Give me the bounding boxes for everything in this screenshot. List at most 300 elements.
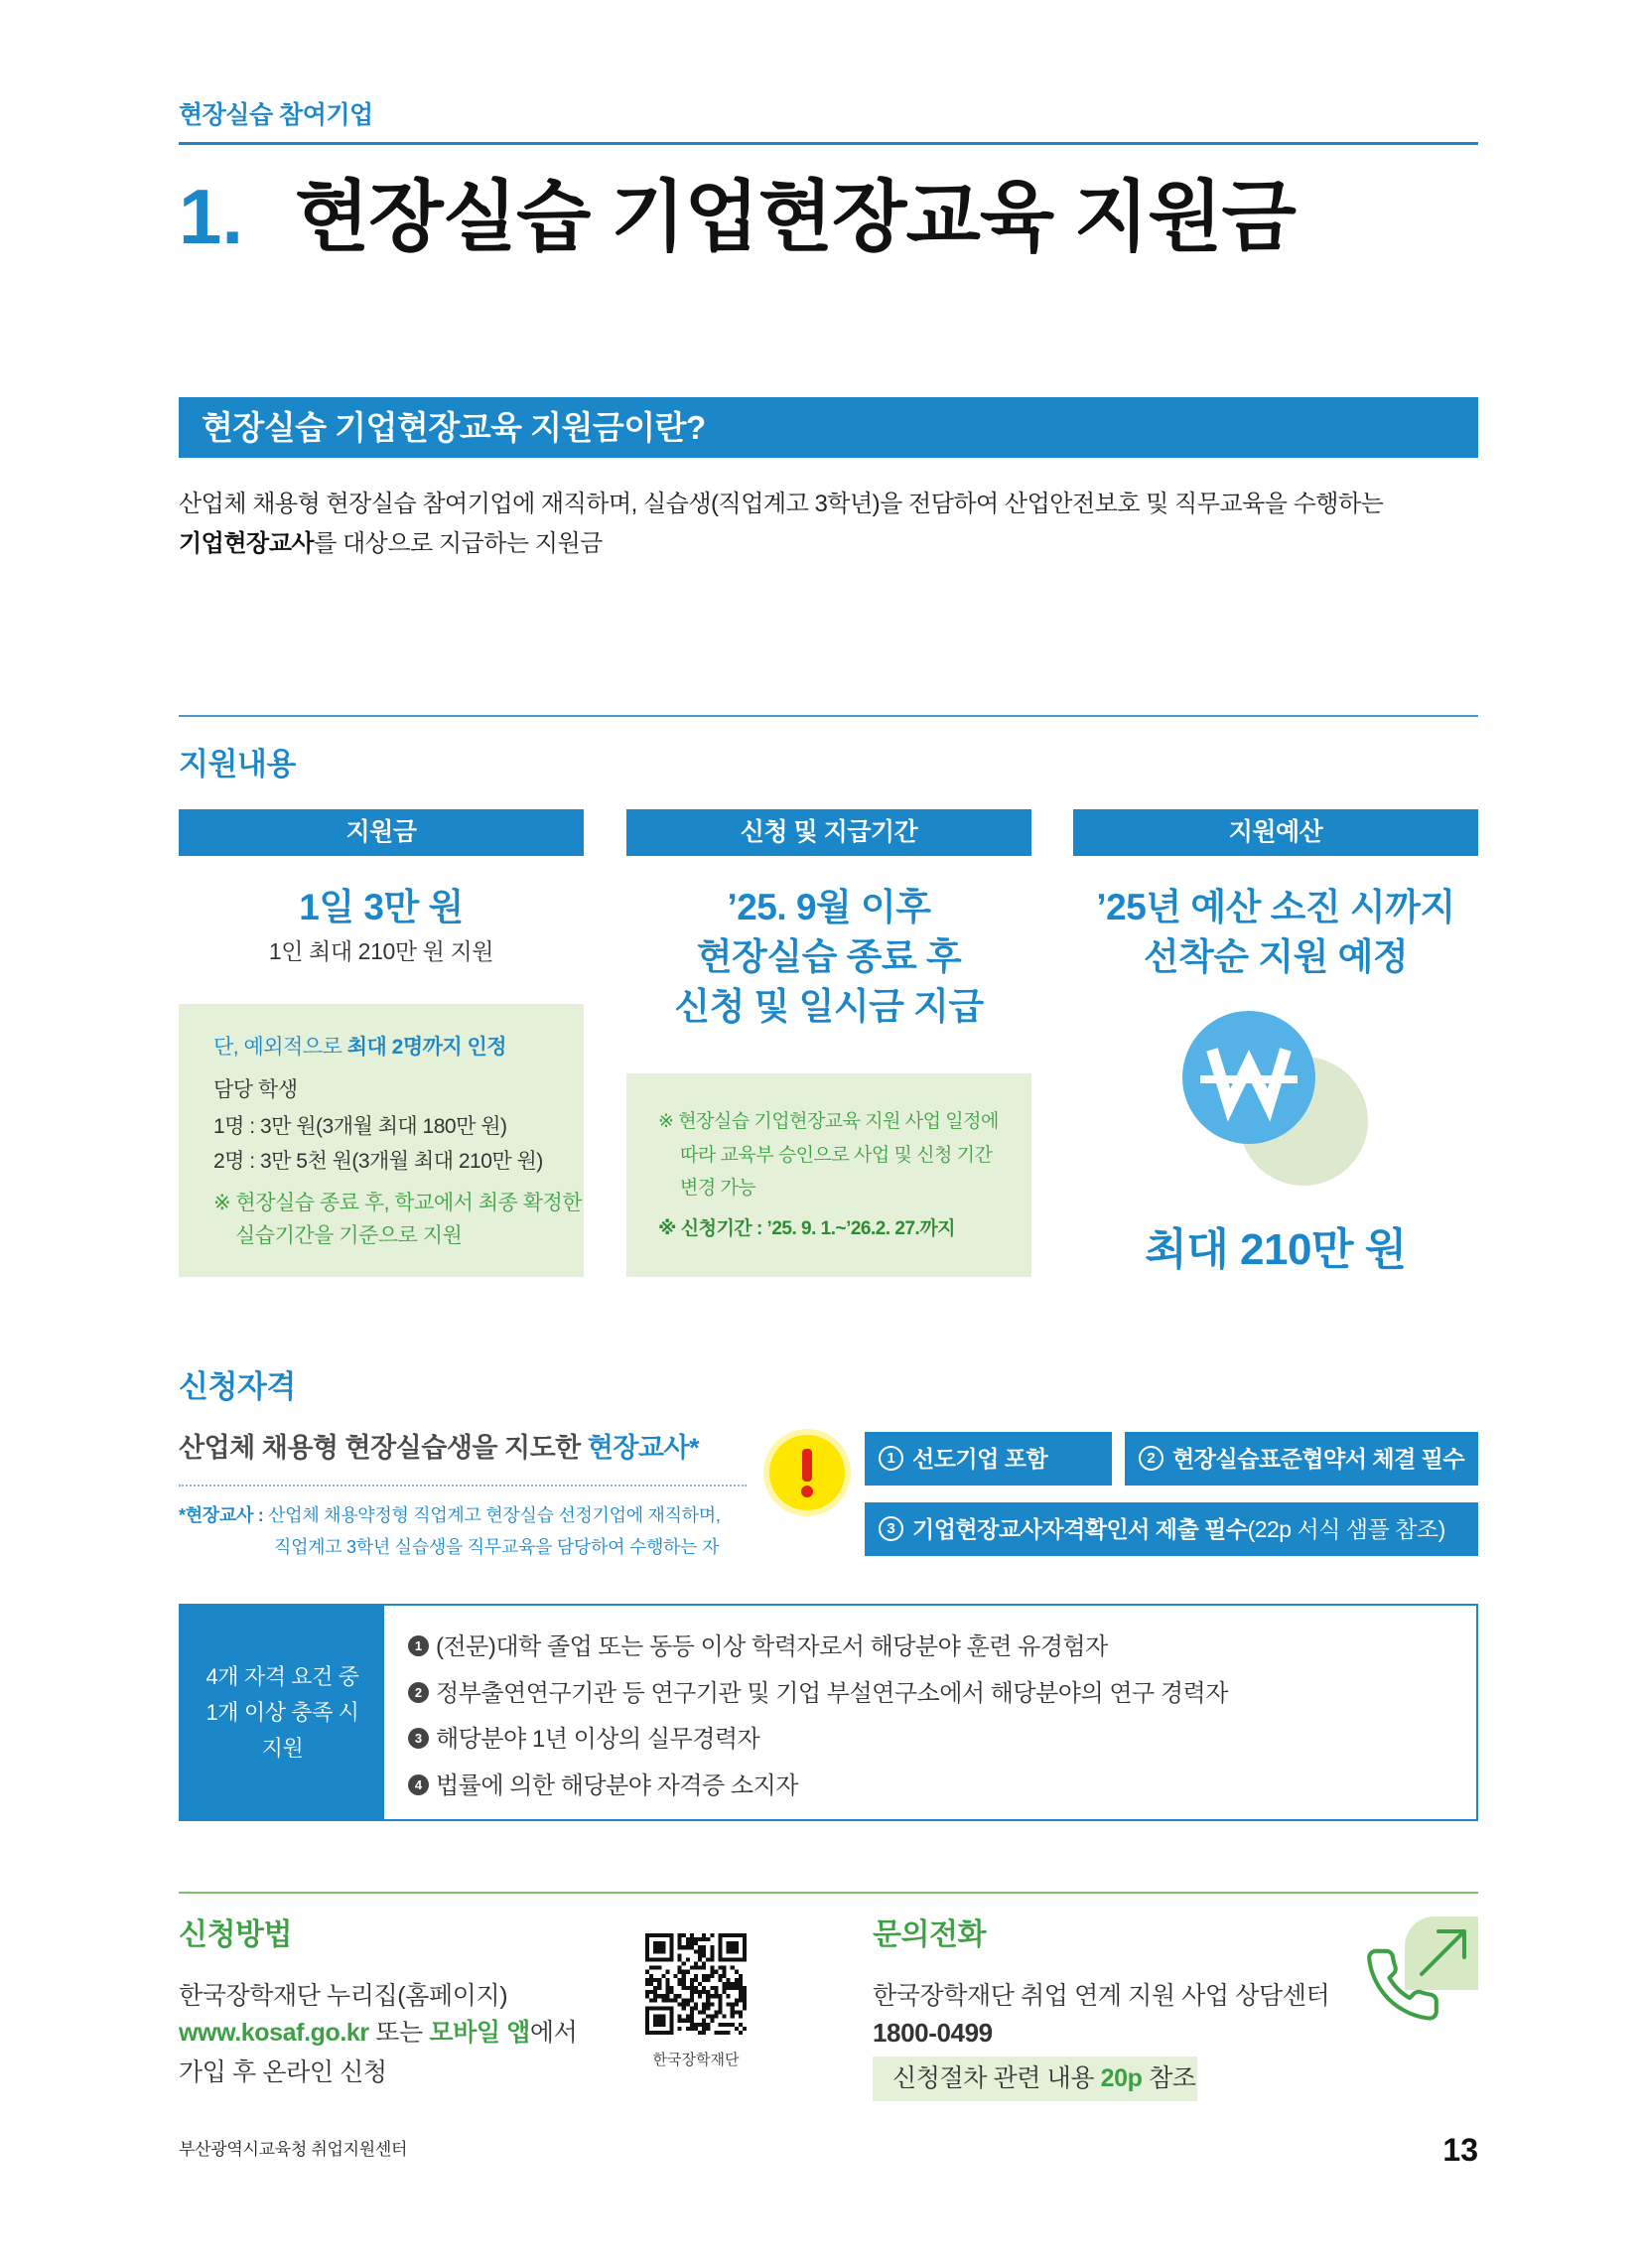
qr-module	[678, 1941, 682, 1945]
qr-module	[665, 1982, 669, 1986]
teacher-note-line-1	[179, 1501, 721, 1529]
qr-module	[657, 2015, 661, 2019]
qr-module	[743, 1990, 747, 1994]
qr-module	[645, 2011, 649, 2015]
exception-bold: 최대 2명까지 인정	[346, 1036, 507, 1059]
apply-url: www.kosaf.go.kr	[179, 2019, 369, 2047]
qr-module	[727, 1957, 731, 1961]
qr-module	[669, 1998, 673, 2002]
qr-module	[731, 1949, 735, 1953]
eligibility-lead-text: 산업체 채용형 현장실습생을 지도한	[179, 1433, 588, 1463]
qr-module	[657, 2006, 661, 2010]
qr-module	[727, 1978, 731, 1982]
amount-note-line-1: ※ 현장실습 종료 후, 학교에서 최종 확정한	[213, 1192, 583, 1214]
qr-module	[686, 1945, 690, 1949]
qr-module	[718, 2002, 722, 2006]
qr-module	[706, 1978, 710, 1982]
qr-module	[702, 1937, 706, 1941]
qr-module	[661, 2023, 665, 2027]
intro-line-2	[179, 524, 1478, 564]
qr-module	[678, 1957, 682, 1961]
qr-module	[682, 1970, 686, 1974]
qr-module	[727, 2002, 731, 2006]
requirement-box-2	[1125, 1432, 1478, 1486]
qr-module	[653, 1945, 657, 1949]
qr-module	[665, 1986, 669, 1990]
period-value-line: 현장실습 종료 후	[696, 936, 962, 977]
qr-module	[718, 1974, 722, 1978]
qr-module	[723, 1974, 727, 1978]
warning-icon-dot	[801, 1486, 813, 1497]
qr-module	[735, 2011, 739, 2015]
requirement-number: 2	[1139, 1446, 1163, 1471]
qr-module	[735, 1998, 739, 2002]
criteria-label-line: 지원	[261, 1736, 304, 1761]
qr-module	[661, 1949, 665, 1953]
qr-module	[645, 1990, 649, 1994]
qr-module	[710, 1933, 714, 1937]
qr-module	[682, 1933, 686, 1937]
qr-module	[694, 1990, 698, 1994]
qr-module	[690, 1982, 694, 1986]
qr-module	[698, 1937, 702, 1941]
qr-module	[723, 1957, 727, 1961]
qr-module	[678, 1994, 682, 1998]
qr-module	[657, 1982, 661, 1986]
qr-module	[649, 2006, 653, 2010]
qr-module	[682, 1974, 686, 1978]
qr-module	[727, 1933, 731, 1937]
criteria-text: 해당분야 1년 이상의 실무경력자	[436, 1726, 760, 1753]
qr-module	[669, 2015, 673, 2019]
support-column-amount	[179, 809, 584, 1277]
qr-module	[727, 1986, 731, 1990]
qr-module	[649, 1957, 653, 1961]
requirement-suffix: (22p 서식 샘플 참조)	[1247, 1516, 1445, 1542]
case-one: 1명 : 3만 원(3개월 최대 180만 원)	[213, 1115, 507, 1138]
qr-module	[649, 1990, 653, 1994]
qr-module	[657, 1986, 661, 1990]
qr-module	[727, 2031, 731, 2035]
column-header-period: 신청 및 지급기간	[626, 809, 1031, 856]
qr-module	[718, 1933, 722, 1937]
qr-module	[645, 1978, 649, 1982]
criteria-text: (전문)대학 졸업 또는 동등 이상 학력자로서 해당분야 훈련 유경험자	[436, 1633, 1108, 1660]
qr-module	[718, 1998, 722, 2002]
qr-module	[702, 2023, 706, 2027]
qr-module	[702, 1990, 706, 1994]
qr-module	[727, 2023, 731, 2027]
qr-module	[702, 1953, 706, 1957]
qr-module	[714, 1990, 718, 1994]
qr-module	[686, 1998, 690, 2002]
qr-module	[694, 2006, 698, 2010]
qr-module	[674, 1998, 678, 2002]
qr-module	[702, 1949, 706, 1953]
contact-center: 한국장학재단 취업 연계 지원 사업 상담센터	[873, 1982, 1330, 2010]
qr-module	[653, 1990, 657, 1994]
qr-module	[653, 1957, 657, 1961]
qr-module	[669, 1990, 673, 1994]
qr-module	[743, 1953, 747, 1957]
requirement-box-1	[865, 1432, 1112, 1486]
qr-module	[657, 1994, 661, 1998]
amount-note-line-2: 실습기간을 기준으로 지원	[235, 1224, 463, 1247]
qr-module	[653, 2019, 657, 2023]
qr-module	[694, 1986, 698, 1990]
qr-module	[718, 1937, 722, 1941]
qr-module	[682, 1986, 686, 1990]
criteria-number: 1	[408, 1635, 429, 1656]
qr-module	[710, 2019, 714, 2023]
requirement-box-3	[865, 1502, 1478, 1556]
qr-module	[665, 1978, 669, 1982]
students-label: 담당 학생	[213, 1078, 298, 1101]
criteria-number: 2	[408, 1682, 429, 1703]
qr-module	[645, 1970, 649, 1974]
qr-module	[714, 1994, 718, 1998]
qr-module	[665, 1998, 669, 2002]
qr-module	[718, 2031, 722, 2035]
qr-module	[710, 2015, 714, 2019]
qr-module	[653, 1986, 657, 1990]
qr-module	[682, 1998, 686, 2002]
qr-module	[690, 2011, 694, 2015]
period-value-line: 신청 및 일시금 지급	[674, 986, 984, 1027]
qr-module	[645, 1982, 649, 1986]
qr-module	[710, 1966, 714, 1970]
teacher-note-label: *현장교사 :	[179, 1505, 269, 1525]
qr-module	[718, 1941, 722, 1945]
qr-module	[678, 1970, 682, 1974]
budget-value-line: 선착순 지원 예정	[1143, 936, 1409, 977]
qr-module	[743, 1941, 747, 1945]
qr-module	[727, 1941, 731, 1945]
qr-module	[739, 2011, 743, 2015]
header-rule	[179, 142, 1478, 145]
qr-module	[706, 1998, 710, 2002]
requirement-label: 선도기업 포함	[912, 1446, 1048, 1472]
qr-module	[690, 1978, 694, 1982]
qr-module	[645, 1941, 649, 1945]
qr-module	[669, 1949, 673, 1953]
qr-module	[678, 1966, 682, 1970]
qr-module	[731, 2023, 735, 2027]
qr-module	[743, 1957, 747, 1961]
qr-module	[645, 1957, 649, 1961]
support-column-period	[626, 809, 1031, 1277]
criteria-text: 정부출연연구기관 등 연구기관 및 기업 부설연구소에서 해당분야의 연구 경력자	[436, 1680, 1228, 1707]
qr-module	[739, 1933, 743, 1937]
contact-phone: 1800-0499	[873, 2018, 993, 2048]
case-two: 2명 : 3만 5천 원(3개월 최대 210만 원)	[213, 1150, 543, 1173]
qr-module	[743, 2002, 747, 2006]
qr-module	[686, 2027, 690, 2031]
intro-paragraph	[179, 485, 1478, 564]
section-divider	[179, 715, 1478, 717]
qr-module	[735, 1941, 739, 1945]
qr-module	[698, 1953, 702, 1957]
qr-module	[702, 2019, 706, 2023]
qr-module	[743, 1945, 747, 1949]
qr-module	[653, 1994, 657, 1998]
qr-module	[686, 2002, 690, 2006]
qr-module	[710, 1957, 714, 1961]
qr-module	[682, 1978, 686, 1982]
qr-module	[743, 1986, 747, 1990]
qr-module	[723, 2031, 727, 2035]
reference-box	[873, 2056, 1197, 2101]
qr-module	[661, 2006, 665, 2010]
qr-module	[653, 1978, 657, 1982]
qr-module	[674, 1994, 678, 1998]
qr-module	[735, 1978, 739, 1982]
qr-module	[653, 2015, 657, 2019]
qr-module	[718, 1957, 722, 1961]
qr-module	[710, 2002, 714, 2006]
qr-module	[649, 1933, 653, 1937]
reference-page: 20p	[1100, 2064, 1143, 2092]
qr-module	[694, 2023, 698, 2027]
qr-module	[702, 2031, 706, 2035]
qr-module	[698, 1982, 702, 1986]
qr-module	[645, 2027, 649, 2031]
amount-value-text: 1일 3만 원	[299, 887, 464, 927]
qr-module	[698, 1957, 702, 1961]
qr-module	[731, 2006, 735, 2010]
qr-module	[678, 2019, 682, 2023]
qr-module	[727, 1982, 731, 1986]
qr-module	[702, 2006, 706, 2010]
requirement-label: 기업현장교사자격확인서 제출 필수	[912, 1516, 1248, 1542]
criteria-number: 3	[408, 1728, 429, 1749]
qr-module	[731, 1966, 735, 1970]
page-number: 13	[1442, 2132, 1478, 2168]
qr-module	[702, 1978, 706, 1982]
qr-module	[669, 2027, 673, 2031]
qr-module	[690, 1941, 694, 1945]
qr-module	[723, 1933, 727, 1937]
qr-code	[645, 1933, 747, 2035]
qr-module	[698, 1994, 702, 1998]
qr-module	[645, 2023, 649, 2027]
qr-module	[698, 1949, 702, 1953]
period-value	[626, 883, 1031, 1032]
column-header-amount: 지원금	[179, 809, 584, 856]
budget-value	[1073, 883, 1478, 982]
qr-module	[694, 1974, 698, 1978]
qr-module	[743, 1998, 747, 2002]
column-header-budget: 지원예산	[1073, 809, 1478, 856]
qr-module	[706, 2002, 710, 2006]
qr-module	[710, 1953, 714, 1957]
qr-module	[702, 2027, 706, 2031]
amount-detail-box	[179, 1004, 584, 1277]
qr-module	[694, 1978, 698, 1982]
qr-module	[710, 1970, 714, 1974]
qr-module	[723, 1970, 727, 1974]
qr-module	[743, 1937, 747, 1941]
support-heading: 지원내용	[179, 747, 296, 781]
qr-module	[731, 2002, 735, 2006]
qr-module	[731, 1933, 735, 1937]
qr-module	[718, 1978, 722, 1982]
qr-module	[665, 1957, 669, 1961]
qr-module	[678, 2027, 682, 2031]
qr-module	[702, 2002, 706, 2006]
qr-module	[690, 1933, 694, 1937]
apply-app: 모바일 앱	[429, 2019, 530, 2047]
qr-module	[669, 1937, 673, 1941]
qr-module	[678, 1982, 682, 1986]
qr-module	[698, 1945, 702, 1949]
qr-module	[653, 1998, 657, 2002]
qr-module	[686, 1970, 690, 1974]
qr-module	[649, 1974, 653, 1978]
qr-module	[661, 2015, 665, 2019]
qr-module	[743, 2027, 747, 2031]
qr-module	[710, 1986, 714, 1990]
footer-organization: 부산광역시교육청 취업지원센터	[179, 2140, 408, 2159]
qr-module	[653, 2031, 657, 2035]
qr-module	[743, 1949, 747, 1953]
period-note-line: ※ 현장실습 기업현장교육 지원 사업 일정에	[658, 1111, 999, 1132]
qr-module	[706, 1937, 710, 1941]
qr-module	[661, 1945, 665, 1949]
qr-module	[714, 2031, 718, 2035]
qr-module	[723, 2023, 727, 2027]
qr-module	[723, 1986, 727, 1990]
qr-module	[690, 1994, 694, 1998]
teacher-note-line-2: 직업계고 3학년 실습생을 직무교육을 담당하여 수행하는 자	[274, 1537, 720, 1557]
qr-module	[645, 2019, 649, 2023]
qr-module	[686, 1937, 690, 1941]
qr-module	[694, 2027, 698, 2031]
qr-module	[669, 2011, 673, 2015]
qr-module	[706, 1990, 710, 1994]
qr-module	[739, 1982, 743, 1986]
qr-module	[678, 1945, 682, 1949]
qr-module	[718, 2011, 722, 2015]
qr-module	[706, 2027, 710, 2031]
qr-module	[686, 2019, 690, 2023]
criteria-text: 법률에 의한 해당분야 자격증 소지자	[436, 1772, 798, 1799]
intro-banner	[179, 397, 1478, 458]
qr-module	[718, 2023, 722, 2027]
qr-module	[669, 2031, 673, 2035]
qr-module	[702, 1945, 706, 1949]
qr-module	[669, 2019, 673, 2023]
qr-module	[714, 1986, 718, 1990]
qr-module	[657, 2031, 661, 2035]
qr-module	[657, 1978, 661, 1982]
qr-module	[669, 1986, 673, 1990]
qr-module	[669, 1957, 673, 1961]
qr-module	[735, 1957, 739, 1961]
qr-module	[674, 1974, 678, 1978]
qr-module	[731, 1986, 735, 1990]
qr-module	[645, 1953, 649, 1957]
qr-module	[682, 2019, 686, 2023]
qr-module	[706, 1974, 710, 1978]
qr-module	[690, 1945, 694, 1949]
qr-module	[657, 2023, 661, 2027]
qr-module	[731, 1941, 735, 1945]
criteria-label-cell	[181, 1606, 384, 1819]
qr-module	[686, 1986, 690, 1990]
qr-module	[731, 1945, 735, 1949]
qr-module	[743, 1994, 747, 1998]
qr-module	[690, 2015, 694, 2019]
qr-module	[649, 1982, 653, 1986]
qr-module	[723, 1966, 727, 1970]
qr-module	[727, 1945, 731, 1949]
qr-module	[645, 2031, 649, 2035]
eligibility-lead	[179, 1430, 699, 1466]
apply-line-2-mid: 또는	[368, 2019, 430, 2047]
criteria-table	[179, 1604, 1478, 1821]
teacher-note-text: 산업체 채용약정형 직업계고 현장실습 선정기업에 재직하며,	[268, 1505, 721, 1525]
qr-module	[645, 1994, 649, 1998]
qr-module	[669, 2023, 673, 2027]
qr-module	[702, 2011, 706, 2015]
qr-module	[739, 1990, 743, 1994]
qr-module	[661, 1941, 665, 1945]
apply-heading: 신청방법	[179, 1918, 292, 1951]
qr-module	[735, 1945, 739, 1949]
qr-module	[669, 1933, 673, 1937]
qr-module	[718, 1966, 722, 1970]
dotted-divider	[179, 1485, 747, 1487]
amount-sub: 1인 최대 210만 원 지원	[268, 938, 494, 964]
qr-module	[739, 1994, 743, 1998]
phone-icon	[1366, 1916, 1478, 2026]
qr-module	[698, 1990, 702, 1994]
qr-module	[718, 1994, 722, 1998]
qr-module	[702, 1966, 706, 1970]
reference-post: 참조	[1142, 2064, 1196, 2092]
apply-line-2-end: 에서	[529, 2019, 578, 2047]
qr-module	[661, 1957, 665, 1961]
eligibility-lead-highlight: 현장교사*	[587, 1433, 700, 1463]
qr-module	[710, 1945, 714, 1949]
criteria-label-line: 1개 이상 충족 시	[205, 1700, 359, 1725]
qr-module	[731, 1982, 735, 1986]
qr-module	[735, 1949, 739, 1953]
qr-module	[665, 2031, 669, 2035]
qr-module	[678, 1937, 682, 1941]
qr-module	[690, 2006, 694, 2010]
qr-module	[739, 1957, 743, 1961]
qr-module	[657, 1949, 661, 1953]
qr-module	[743, 1933, 747, 1937]
qr-module	[702, 1962, 706, 1966]
qr-module	[678, 1933, 682, 1937]
qr-module	[690, 1937, 694, 1941]
qr-module	[694, 1966, 698, 1970]
qr-module	[682, 1982, 686, 1986]
criteria-item	[408, 1722, 759, 1758]
qr-module	[739, 1978, 743, 1982]
qr-module	[649, 1978, 653, 1982]
qr-module	[739, 2015, 743, 2019]
qr-module	[702, 1986, 706, 1990]
qr-module	[682, 1945, 686, 1949]
amount-value	[179, 883, 584, 932]
qr-module	[718, 1953, 722, 1957]
qr-module	[718, 1949, 722, 1953]
qr-module	[657, 2019, 661, 2023]
